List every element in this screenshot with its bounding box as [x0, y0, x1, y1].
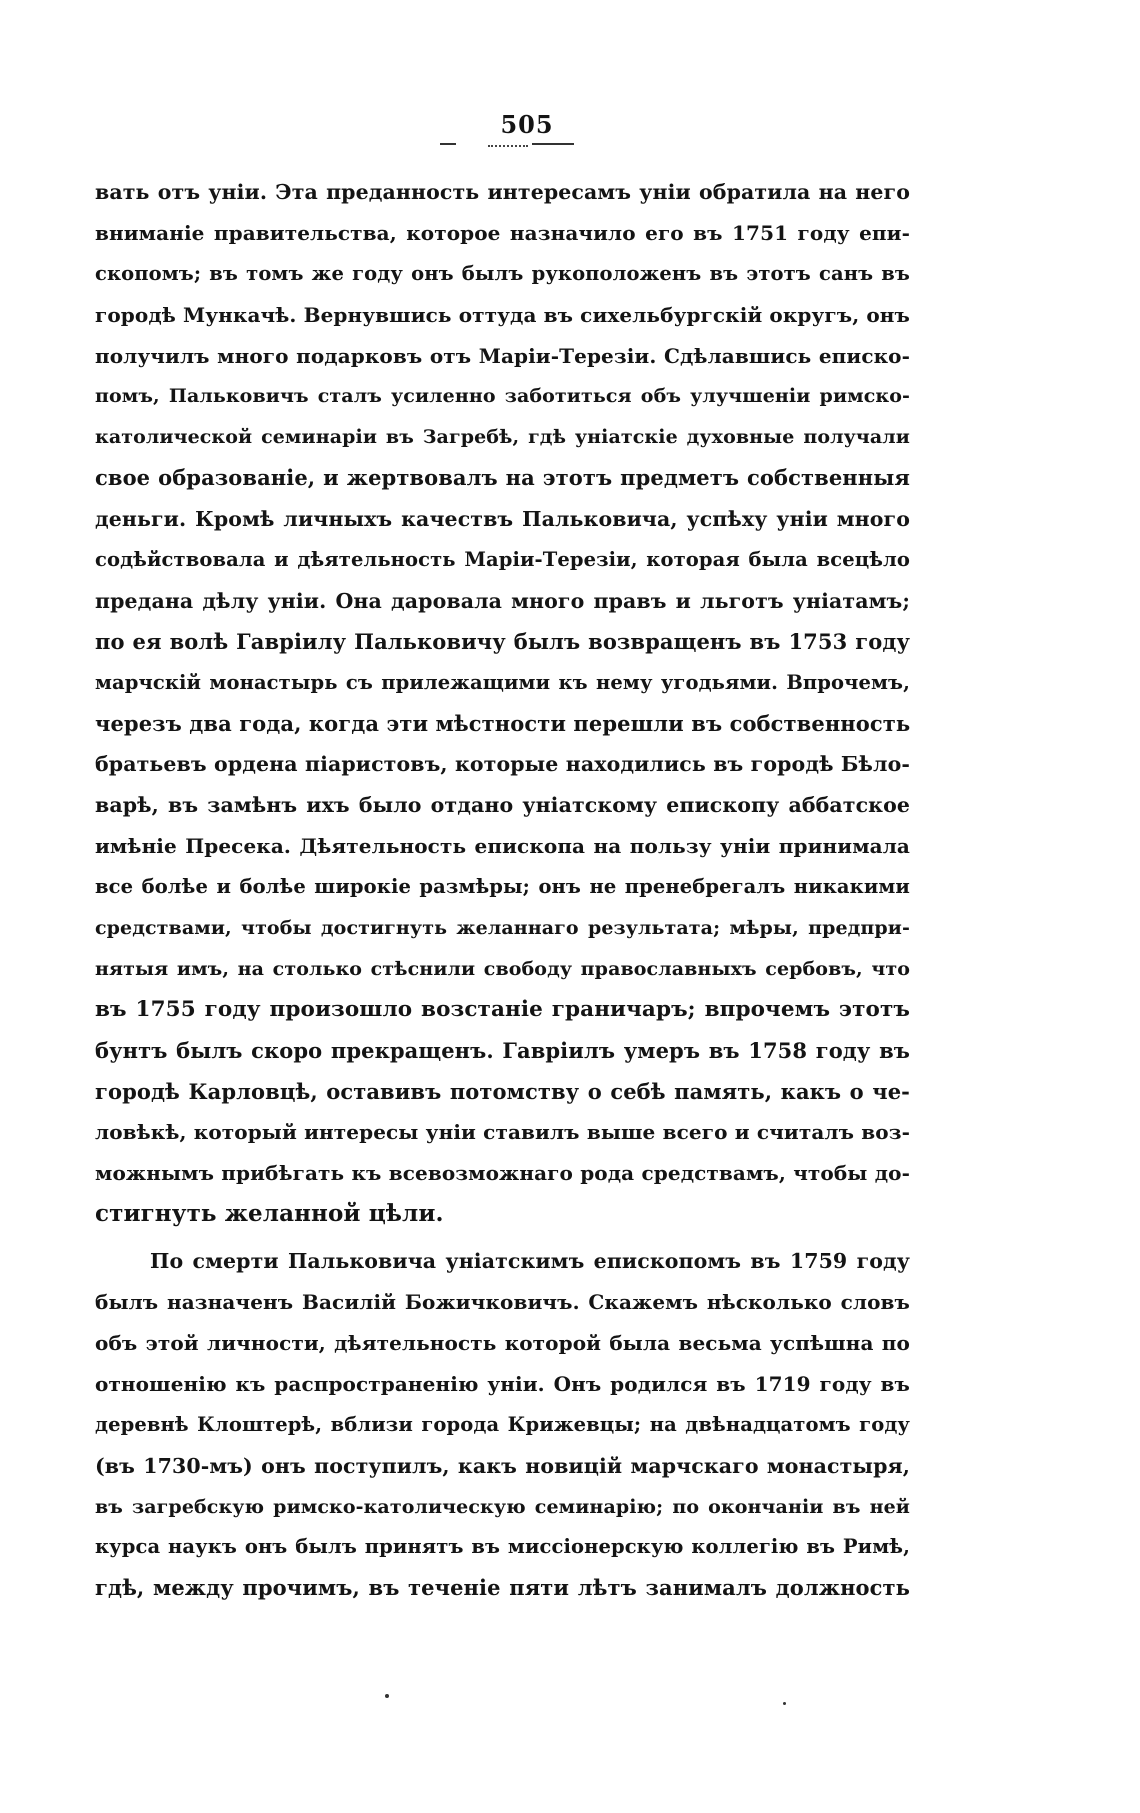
body-text: [95, 172, 910, 1609]
print-speck: [783, 1702, 786, 1705]
text-line: бунтъ былъ скоро прекращенъ. Гавріилъ умеръ въ 1758 году въ: [95, 1037, 910, 1063]
text-line: ловѣкѣ, который интересы уніи ставилъ выше всего и считалъ воз-: [95, 1120, 910, 1145]
text-line: нятыя имъ, на столько стѣснили свободу православныхъ сербовъ, что: [95, 957, 910, 980]
text-line: помъ, Пальковичъ сталъ усиленно заботиться объ улучшеніи римско-: [95, 385, 910, 408]
text-line: городѣ Карловцѣ, оставивъ потомству о себѣ память, какъ о че-: [95, 1078, 910, 1104]
text-line: объ этой личности, дѣятельность которой была весьма успѣшна по: [95, 1330, 910, 1355]
text-line: былъ назначенъ Василій Божичковичъ. Скажемъ нѣсколько словъ: [95, 1290, 910, 1315]
text-line: варѣ, въ замѣнъ ихъ было отдано уніатскому епископу аббатское: [95, 793, 910, 818]
text-line: деньги. Кромѣ личныхъ качествъ Пальковича, успѣху уніи много: [95, 507, 910, 532]
header-rule-left: [440, 143, 456, 145]
text-line: получилъ много подарковъ отъ Маріи-Терезіи. Сдѣлавшись еписко-: [95, 343, 910, 368]
text-line: черезъ два года, когда эти мѣстности перешли въ собственность: [95, 710, 910, 736]
text-line: городѣ Мункачѣ. Вернувшись оттуда въ сихельбургскій округъ, онъ: [95, 302, 910, 327]
text-line: (въ 1730-мъ) онъ поступилъ, какъ новицій марчскаго монастыря,: [95, 1453, 910, 1478]
text-line: отношенію къ распространенію уніи. Онъ родился въ 1719 году въ: [95, 1371, 910, 1396]
text-line: деревнѣ Клоштерѣ, вблизи города Крижевцы; на двѣнадцатомъ году: [95, 1412, 910, 1436]
text-line: вать отъ уніи. Эта преданность интересамъ уніи обратила на него: [95, 180, 910, 204]
text-line: братьевъ ордена піаристовъ, которые находились въ городѣ Бѣло-: [95, 752, 910, 777]
text-line: можнымъ прибѣгать къ всевозможнаго рода средствамъ, чтобы до-: [95, 1161, 910, 1186]
header-rule-dotted: [488, 145, 528, 147]
page-number: 505: [500, 110, 554, 139]
text-line: курса наукъ онъ былъ принятъ въ миссіонерскую коллегію въ Римѣ,: [95, 1535, 910, 1559]
text-line: средствами, чтобы достигнуть желаннаго результата; мѣры, предпри-: [95, 917, 910, 940]
text-line: свое образованіе, и жертвовалъ на этотъ предметъ собственныя: [95, 465, 910, 491]
text-line: предана дѣлу уніи. Она даровала много правъ и льготъ уніатамъ;: [95, 588, 910, 613]
text-line: католической семинаріи въ Загребѣ, гдѣ уніатскіе духовные получали: [95, 426, 910, 449]
text-line: въ загребскую римско-католическую семинарію; по окончаніи въ ней: [95, 1495, 910, 1518]
text-line: По смерти Пальковича уніатскимъ епископомъ въ 1759 году: [150, 1249, 910, 1274]
text-line: по ея волѣ Гавріилу Пальковичу былъ возвращенъ въ 1753 году: [95, 628, 910, 654]
header-rule-right: [532, 143, 574, 145]
text-line: скопомъ; въ томъ же году онъ былъ рукоположенъ въ этотъ санъ въ: [95, 261, 910, 285]
text-line: въ 1755 году произошло возстаніе граничаръ; впрочемъ этотъ: [95, 996, 910, 1022]
text-line: содѣйствовала и дѣятельность Маріи-Терезіи, которая была всецѣло: [95, 548, 910, 572]
text-line: стигнуть желанной цѣли.: [95, 1200, 444, 1228]
text-line: марчскій монастырь съ прилежащими къ нему угодьями. Впрочемъ,: [95, 670, 910, 694]
paragraph-2: [95, 1241, 910, 1609]
print-speck: [385, 1694, 389, 1698]
paragraph-1: [95, 172, 910, 1235]
text-line: вниманіе правительства, которое назначило его въ 1751 году епи-: [95, 220, 910, 245]
text-line: имѣніе Пресека. Дѣятельность епископа на пользу уніи принимала: [95, 834, 910, 859]
text-line: гдѣ, между прочимъ, въ теченіе пяти лѣтъ занималъ должность: [95, 1575, 910, 1601]
text-line: все болѣе и болѣе широкіе размѣры; онъ не пренебрегалъ никакими: [95, 875, 910, 899]
